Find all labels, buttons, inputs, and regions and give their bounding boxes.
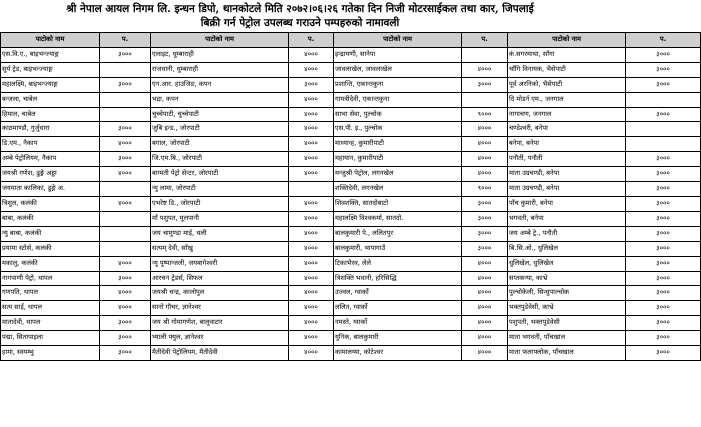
pump-name-cell: चाँगि विनायक, भैसेपाटी [508, 62, 626, 77]
quantity-cell: ३००० [100, 47, 151, 62]
pump-name-cell: गायत्रीदेवी, एकान्तकुना [334, 92, 462, 107]
quantity-cell [100, 92, 151, 107]
pump-name-cell: बन्जला, चाबेल [1, 92, 100, 107]
pump-name-cell: जय श्री गोमागणेश, बालुवाटार [151, 316, 289, 331]
quantity-cell: ३००० [626, 286, 701, 301]
pump-name-cell: पूर्व अरनिको, भैसेपाटी [508, 77, 626, 92]
pump-name-cell: जयश्री चन्द्र, कालोपुल [151, 286, 289, 301]
title-line-2: बिक्री गर्न पेट्रोल उपलब्ध गराउने पम्पहरुको नामावली [200, 17, 400, 29]
pump-name-cell: जय अम्बे ट्रे., पनौती [508, 226, 626, 241]
quantity-cell: ३००० [626, 211, 701, 226]
pump-name-cell: एभरेष्ट डि., जोरपाटी [151, 196, 289, 211]
quantity-cell: ४००० [289, 152, 334, 167]
quantity-cell: ४००० [289, 271, 334, 286]
quantity-cell: ४००० [289, 241, 334, 256]
pump-name-cell: माता उग्रचण्डी, बनेपा [508, 167, 626, 182]
quantity-cell: ४००० [289, 226, 334, 241]
quantity-cell: ४००० [100, 286, 151, 301]
quantity-cell: ३००० [626, 316, 701, 331]
quantity-cell [626, 137, 701, 152]
column-header-name: पाटोको नाम [334, 33, 462, 48]
quantity-cell [626, 122, 701, 137]
pump-name-cell: न्यु पुष्पान्जली, जयबागेश्वरी [151, 256, 289, 271]
quantity-cell: ४००० [462, 346, 508, 361]
quantity-cell: ३००० [626, 107, 701, 122]
quantity-cell: ३००० [626, 226, 701, 241]
quantity-cell: ३००० [626, 77, 701, 92]
quantity-cell [100, 226, 151, 241]
table-row [1, 152, 701, 167]
pump-name-cell: बालकुमारी पे., ललितपुर [334, 226, 462, 241]
pump-name-cell: नमस्ते, ग्वार्को [334, 316, 462, 331]
pump-name-cell: मैतीदेवी पेट्रोलियम, मैतीदेवी [151, 346, 289, 361]
quantity-cell: ४००० [462, 152, 508, 167]
pump-name-cell: माता उग्रचण्डी, बनेपा [508, 182, 626, 197]
pump-name-cell: गणपति, थापल [1, 286, 100, 301]
pump-name-cell: बाबा, कलंकी [1, 211, 100, 226]
pump-name-cell: कामालय्या, कोटेश्वर [334, 346, 462, 361]
pump-name-cell: जयश्री गणेश, ढुङ्गे अड्डा [1, 167, 100, 182]
pump-name-cell: शिवशक्ति, सातदोबाटो [334, 196, 462, 211]
quantity-cell: ३००० [462, 241, 508, 256]
quantity-cell: ४००० [462, 137, 508, 152]
quantity-cell: ३००० [100, 316, 151, 331]
table-row [1, 331, 701, 346]
pump-name-cell: त्रिशुल, कलंकी [1, 196, 100, 211]
pump-name-cell: चण्डेश्वरी, बनेपा [508, 122, 626, 137]
quantity-cell: ३००० [626, 47, 701, 62]
column-header-quantity: प. [289, 33, 334, 48]
pump-name-cell: एस.पी. इ., पुल्चोक [334, 122, 462, 137]
quantity-cell [100, 211, 151, 226]
pump-name-cell: युनिक, बालकुमारी [334, 331, 462, 346]
quantity-cell: ४००० [289, 301, 334, 316]
pump-name-cell: बालकुमारी, भापागाउँ [334, 241, 462, 256]
pump-name-cell: न्यु बाबा, कलंकी [1, 226, 100, 241]
quantity-cell: ३००० [100, 331, 151, 346]
pump-name-cell: ललित, ग्वार्को [334, 301, 462, 316]
quantity-cell: ३००० [626, 271, 701, 286]
quantity-cell [100, 182, 151, 197]
quantity-cell: ४००० [100, 196, 151, 211]
notice-title [0, 0, 600, 30]
quantity-cell: ४००० [289, 92, 334, 107]
column-header-quantity: प. [100, 33, 151, 48]
quantity-cell: ३००० [289, 77, 334, 92]
table-row [1, 271, 701, 286]
table-row [1, 301, 701, 316]
pump-name-cell: पुल्चोकेली, सिन्धुपाल्चोक [508, 286, 626, 301]
pump-name-cell: एन.आर. हाउजिङ, कपन [151, 77, 289, 92]
pump-name-cell: नागपाणी पेट्रो, थापल [1, 271, 100, 286]
pump-list-table [0, 32, 701, 361]
table-row [1, 122, 701, 137]
pump-name-cell: भक्तपुडेवेसी, काभ्रे [508, 301, 626, 316]
pump-name-cell: महायान, कुमारीपाटी [334, 152, 462, 167]
table-row [1, 47, 701, 62]
quantity-cell: ४००० [289, 107, 334, 122]
pump-name-cell: बनेपा, बनेपा [508, 137, 626, 152]
pump-name-cell: भगवती, बनेपा [508, 211, 626, 226]
pump-name-cell: मकालु, कलंकी [1, 256, 100, 271]
quantity-cell: ४००० [462, 256, 508, 271]
pump-name-cell: सत्यम् देवी, साँखु [151, 241, 289, 256]
quantity-cell: ३००० [626, 182, 701, 197]
pump-name-cell: बाग्मती पेट्रो सेन्टर, जोरपाटी [151, 167, 289, 182]
quantity-cell [462, 92, 508, 107]
table-row [1, 77, 701, 92]
pump-name-cell: न्यु लामा, जोरपाटी [151, 182, 289, 197]
pump-name-cell: प्रशान्ति, एकान्तकुना [334, 77, 462, 92]
quantity-cell: ४००० [289, 47, 334, 62]
quantity-cell: ३००० [100, 152, 151, 167]
quantity-cell: ४००० [462, 62, 508, 77]
table-row [1, 241, 701, 256]
quantity-cell: ४००० [462, 271, 508, 286]
table-row [1, 196, 701, 211]
pump-name-cell: साभा सेवा, पुल्चोक [334, 107, 462, 122]
pump-name-cell: जयमाता कालिका, ढुङ्गे अ. [1, 182, 100, 197]
quantity-cell: ३००० [100, 271, 151, 286]
quantity-cell: ३००० [462, 226, 508, 241]
pump-name-cell: हिमाल, चाबेल [1, 107, 100, 122]
pump-name-cell: पाँच कुमारी, बनेपा [508, 196, 626, 211]
quantity-cell: ४००० [100, 256, 151, 271]
table-row [1, 167, 701, 182]
table-row [1, 137, 701, 152]
table-row [1, 286, 701, 301]
pump-name-cell: सुर्य ट्रेड, बाइभन्ज्याङ्ग [1, 62, 100, 77]
pump-name-cell: मातादेवी, थापल [1, 316, 100, 331]
quantity-cell: ३००० [462, 196, 508, 211]
pump-name-cell: आरचन ट्रेडर्स, सिफल [151, 271, 289, 286]
quantity-cell: ४००० [289, 211, 334, 226]
quantity-cell: ४००० [289, 331, 334, 346]
pump-name-cell: जि.एम.बि., जोरपाटी [151, 152, 289, 167]
pump-name-cell: हामा, स्वयम्भु [1, 346, 100, 361]
table-row [1, 256, 701, 271]
quantity-cell: ४००० [289, 122, 334, 137]
table-row [1, 182, 701, 197]
pump-name-cell: माँ पशुपत, मूलपानी [151, 211, 289, 226]
pump-name-cell: एस.वि.ए., बाइभन्ज्याङ्ग [1, 47, 100, 62]
quantity-cell: ३००० [626, 152, 701, 167]
pump-name-cell: महालक्ष्मि विश्वकर्मा, सातदो. [334, 211, 462, 226]
pump-name-cell: त्रिशक्ति भवानी, हरिसिद्धि [334, 271, 462, 286]
table-row [1, 226, 701, 241]
pump-name-cell: सप्तकन्या, काभ्रे [508, 271, 626, 286]
quantity-cell [100, 62, 151, 77]
pump-name-cell: माता फलाफ्लोक, पाँचखाल [508, 346, 626, 361]
quantity-cell: ३००० [626, 346, 701, 361]
quantity-cell: ४००० [289, 286, 334, 301]
pump-name-cell: धुलिखेल, धुलिखेल [508, 256, 626, 271]
pump-name-cell: राजधानी, धुम्बाराही [151, 62, 289, 77]
table-row [1, 62, 701, 77]
quantity-cell: ४००० [289, 167, 334, 182]
table-row [1, 107, 701, 122]
quantity-cell: ४००० [289, 62, 334, 77]
quantity-cell: ४००० [289, 137, 334, 152]
pump-name-cell: सत्य साईं, थापल [1, 301, 100, 316]
pump-name-cell: डि.एम., नैकाप [1, 137, 100, 152]
quantity-cell: ३००० [626, 301, 701, 316]
quantity-cell: ४००० [289, 256, 334, 271]
pump-name-cell: भद्रा, कपन [151, 92, 289, 107]
quantity-cell: ४००० [462, 331, 508, 346]
pump-name-cell: महालक्ष्मि, बाइभन्ज्याङ्ग [1, 77, 100, 92]
quantity-cell: ४००० [462, 316, 508, 331]
table-row [1, 316, 701, 331]
quantity-cell: ३००० [462, 211, 508, 226]
pump-name-cell: जय चामुण्डा माई, थली [151, 226, 289, 241]
table-row [1, 211, 701, 226]
column-header-name: पाटोको नाम [508, 33, 626, 48]
pump-name-cell: सानो गौचर, ज्ञानेश्वर [151, 301, 289, 316]
quantity-cell: ४००० [289, 346, 334, 361]
pump-name-cell: बि.सि.ओ., धुलिखेल [508, 241, 626, 256]
pump-name-cell: पद्मा, सितापाइला [1, 331, 100, 346]
quantity-cell: ४००० [100, 301, 151, 316]
pump-name-cell: चुच्चेपाटी, चुच्चेपाटी [151, 107, 289, 122]
table-row [1, 92, 701, 107]
table-body [1, 47, 701, 360]
quantity-cell: ३००० [100, 346, 151, 361]
quantity-cell: ३००० [100, 77, 151, 92]
pump-name-cell: टिकाभैरव, लेले [334, 256, 462, 271]
pump-name-cell: शक्तिदेवी, लगनखेल [334, 182, 462, 197]
pump-name-cell: एलाइट, धुम्बाराही [151, 47, 289, 62]
quantity-cell: ३००० [626, 241, 701, 256]
pump-name-cell: अम्बे पेट्रोलियम, नैकाप [1, 152, 100, 167]
quantity-cell: ९००० [462, 182, 508, 197]
pump-name-cell: उज्वल, ग्वार्को [334, 286, 462, 301]
quantity-cell: ४००० [100, 167, 151, 182]
quantity-cell: ३००० [626, 256, 701, 271]
quantity-cell: ३००० [100, 122, 151, 137]
pump-name-cell: काठमाण्डौ, गुर्जुधारा [1, 122, 100, 137]
pump-name-cell: जावलाखेल, जावलाखेल [334, 62, 462, 77]
pump-name-cell: प्रयामा स्टोर्स, कलंकी [1, 241, 100, 256]
pump-name-cell: पशुपती, भक्तपुडेवेसी [508, 316, 626, 331]
quantity-cell [462, 47, 508, 62]
pump-name-cell: भ्याली फ्युल, ज्ञानेश्वर [151, 331, 289, 346]
pump-name-cell: बगाल, जोरपाटी [151, 137, 289, 152]
pump-name-cell: इन्द्रायणी, सानेपा [334, 47, 462, 62]
quantity-cell: ४००० [100, 137, 151, 152]
quantity-cell: ३००० [462, 77, 508, 92]
quantity-cell: ४००० [462, 301, 508, 316]
pump-name-cell: माता भगवती, पाँचखाल [508, 331, 626, 346]
pump-name-cell: जुबि इन्ड., जोरपाटी [151, 122, 289, 137]
column-header-name: पाटोको नाम [151, 33, 289, 48]
title-line-1: श्री नेपाल आयल निगम लि. इन्धन डिपो, थानकोटले मिति २०७२।०६।२६ गतेका दिन निजी मोटरसाईकल तथा कार, जिपलाई [66, 3, 534, 15]
table-row [1, 346, 701, 361]
pump-name-cell: नागाचण, जनगाल [508, 107, 626, 122]
column-header-quantity: प. [626, 33, 701, 48]
quantity-cell [100, 241, 151, 256]
quantity-cell [100, 107, 151, 122]
quantity-cell: ४००० [289, 316, 334, 331]
quantity-cell: ३००० [626, 196, 701, 211]
column-header-name: पाटोको नाम [1, 33, 100, 48]
pump-name-cell: मन्जुश्री पेट्रोल, लगनखेल [334, 167, 462, 182]
quantity-cell: ४००० [289, 196, 334, 211]
quantity-cell: ३००० [626, 331, 701, 346]
quantity-cell: ३००० [626, 62, 701, 77]
pump-name-cell: माध्यान्ह, कुमारीपाटी [334, 137, 462, 152]
pump-name-cell: दि मोडर्न एम., जनगाल [508, 92, 626, 107]
quantity-cell: ४००० [462, 167, 508, 182]
quantity-cell: ४००० [462, 286, 508, 301]
pump-name-cell: पनौती, पनौती [508, 152, 626, 167]
quantity-cell: ३००० [626, 167, 701, 182]
pump-name-cell: कं.सगरमाथा, साँगा [508, 47, 626, 62]
quantity-cell: ९००० [462, 107, 508, 122]
table-header-row [1, 33, 701, 48]
quantity-cell [626, 92, 701, 107]
column-header-quantity: प. [462, 33, 508, 48]
quantity-cell [289, 182, 334, 197]
quantity-cell: ४००० [462, 122, 508, 137]
